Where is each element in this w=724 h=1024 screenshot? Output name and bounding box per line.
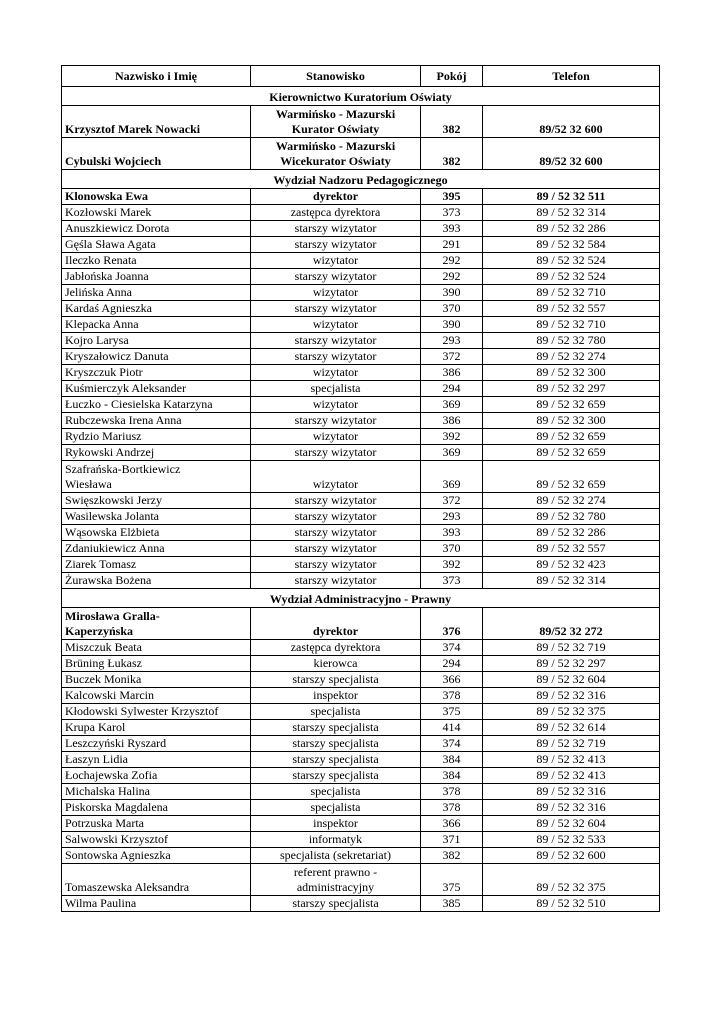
cell-name-line2: Kaperzyńska <box>65 624 134 638</box>
table-row <box>62 864 660 896</box>
table-row <box>62 461 660 493</box>
cell-name: Kardaś Agnieszka <box>62 301 251 317</box>
cell-position: starszy wizytator <box>251 413 421 429</box>
cell-name-line2: Wiesława <box>65 477 112 491</box>
cell-position: dyrektor <box>251 608 421 640</box>
cell-position-line2: administracyjny <box>296 880 375 894</box>
cell-name: Ileczko Renata <box>62 253 251 269</box>
cell-phone: 89 / 52 32 375 <box>483 704 660 720</box>
cell-name <box>62 608 251 640</box>
cell-position: starszy wizytator <box>251 349 421 365</box>
cell-name: Anuszkiewicz Dorota <box>62 221 251 237</box>
cell-phone: 89 / 52 32 314 <box>483 573 660 589</box>
header-room: Pokój <box>421 66 483 87</box>
cell-name: Kłodowski Sylwester Krzysztof <box>62 704 251 720</box>
cell-name: Wasilewska Jolanta <box>62 509 251 525</box>
cell-room: 375 <box>421 704 483 720</box>
header-position: Stanowisko <box>251 66 421 87</box>
section-title: Wydział Administracyjno - Prawny <box>62 589 660 608</box>
cell-position: starszy wizytator <box>251 301 421 317</box>
cell-phone: 89 / 52 32 659 <box>483 397 660 413</box>
section-row <box>62 170 660 189</box>
cell-room: 369 <box>421 461 483 493</box>
table-row <box>62 848 660 864</box>
table-row <box>62 317 660 333</box>
cell-name: Gęśla Sława Agata <box>62 237 251 253</box>
cell-phone: 89 / 52 32 413 <box>483 768 660 784</box>
header-name: Nazwisko i Imię <box>62 66 251 87</box>
cell-phone: 89 / 52 32 719 <box>483 640 660 656</box>
cell-position: starszy specjalista <box>251 736 421 752</box>
cell-name: Łuczko - Ciesielska Katarzyna <box>62 397 251 413</box>
cell-position: specjalista <box>251 381 421 397</box>
table-row <box>62 349 660 365</box>
cell-room: 385 <box>421 896 483 912</box>
table-row <box>62 896 660 912</box>
cell-room: 369 <box>421 397 483 413</box>
table-row <box>62 333 660 349</box>
cell-phone: 89 / 52 32 316 <box>483 800 660 816</box>
cell-room: 393 <box>421 525 483 541</box>
cell-phone: 89 / 52 32 780 <box>483 333 660 349</box>
cell-room: 366 <box>421 816 483 832</box>
cell-position: starszy specjalista <box>251 752 421 768</box>
cell-phone: 89 / 52 32 780 <box>483 509 660 525</box>
cell-name: Jabłońska Joanna <box>62 269 251 285</box>
cell-position: dyrektor <box>251 189 421 205</box>
cell-position: inspektor <box>251 816 421 832</box>
table-row <box>62 253 660 269</box>
cell-phone: 89 / 52 32 274 <box>483 493 660 509</box>
cell-position: starszy specjalista <box>251 720 421 736</box>
cell-name: Wąsowska Elżbieta <box>62 525 251 541</box>
cell-room: 382 <box>421 106 483 138</box>
cell-room: 392 <box>421 557 483 573</box>
cell-position-line1: Warmińsko - Mazurski <box>275 107 396 121</box>
cell-phone: 89 / 52 32 316 <box>483 688 660 704</box>
cell-phone: 89 / 52 32 659 <box>483 429 660 445</box>
cell-room: 382 <box>421 138 483 170</box>
cell-position: starszy wizytator <box>251 525 421 541</box>
cell-position <box>251 138 421 170</box>
section-row <box>62 589 660 608</box>
table-row <box>62 237 660 253</box>
cell-position: starszy wizytator <box>251 221 421 237</box>
cell-room: 376 <box>421 608 483 640</box>
cell-name: Rydzio Mariusz <box>62 429 251 445</box>
cell-position: starszy specjalista <box>251 896 421 912</box>
cell-room: 372 <box>421 349 483 365</box>
cell-room: 373 <box>421 573 483 589</box>
cell-name: Kuśmierczyk Aleksander <box>62 381 251 397</box>
table-row <box>62 445 660 461</box>
cell-position: informatyk <box>251 832 421 848</box>
cell-position <box>251 106 421 138</box>
cell-room: 378 <box>421 688 483 704</box>
cell-name: Salwowski Krzysztof <box>62 832 251 848</box>
cell-room: 291 <box>421 237 483 253</box>
table-row <box>62 413 660 429</box>
table-row <box>62 816 660 832</box>
cell-phone: 89 / 52 32 297 <box>483 381 660 397</box>
cell-phone: 89 / 52 32 719 <box>483 736 660 752</box>
cell-name: Buczek Monika <box>62 672 251 688</box>
cell-name-line1: Mirosława Gralla- <box>65 609 160 623</box>
table-row <box>62 736 660 752</box>
table-row <box>62 138 660 170</box>
cell-position-line1: referent prawno - <box>293 865 378 879</box>
cell-name: Rykowski Andrzej <box>62 445 251 461</box>
cell-room: 293 <box>421 333 483 349</box>
cell-phone: 89 / 52 32 604 <box>483 672 660 688</box>
cell-name: Klepacka Anna <box>62 317 251 333</box>
cell-phone: 89 / 52 32 413 <box>483 752 660 768</box>
cell-phone: 89 / 52 32 524 <box>483 253 660 269</box>
table-row <box>62 557 660 573</box>
cell-position <box>251 864 421 896</box>
cell-name: Krzysztof Marek Nowacki <box>62 106 251 138</box>
cell-room: 384 <box>421 768 483 784</box>
cell-position: wizytator <box>251 429 421 445</box>
table-row <box>62 832 660 848</box>
cell-phone: 89 / 52 32 584 <box>483 237 660 253</box>
cell-phone: 89 / 52 32 316 <box>483 784 660 800</box>
cell-room: 414 <box>421 720 483 736</box>
cell-name: Brüning Łukasz <box>62 656 251 672</box>
cell-name: Łochajewska Zofia <box>62 768 251 784</box>
cell-position: kierowca <box>251 656 421 672</box>
table-row <box>62 768 660 784</box>
cell-room: 370 <box>421 541 483 557</box>
cell-name: Cybulski Wojciech <box>62 138 251 170</box>
table-row <box>62 784 660 800</box>
cell-position: wizytator <box>251 285 421 301</box>
cell-phone: 89 / 52 32 604 <box>483 816 660 832</box>
table-row <box>62 365 660 381</box>
cell-room: 384 <box>421 752 483 768</box>
cell-phone: 89 / 52 32 286 <box>483 221 660 237</box>
table-row <box>62 573 660 589</box>
cell-room: 375 <box>421 864 483 896</box>
cell-position: starszy specjalista <box>251 768 421 784</box>
cell-room: 369 <box>421 445 483 461</box>
table-row <box>62 672 660 688</box>
cell-phone: 89 / 52 32 557 <box>483 301 660 317</box>
table-row <box>62 688 660 704</box>
section-row <box>62 87 660 106</box>
cell-room: 294 <box>421 381 483 397</box>
table-row <box>62 608 660 640</box>
table-row <box>62 106 660 138</box>
cell-position: starszy specjalista <box>251 672 421 688</box>
table-row <box>62 525 660 541</box>
table-row <box>62 381 660 397</box>
cell-phone: 89 / 52 32 524 <box>483 269 660 285</box>
cell-room: 378 <box>421 784 483 800</box>
cell-position: starszy wizytator <box>251 541 421 557</box>
cell-phone: 89 / 52 32 557 <box>483 541 660 557</box>
cell-phone: 89 / 52 32 375 <box>483 864 660 896</box>
cell-name: Krupa Karol <box>62 720 251 736</box>
cell-position: specjalista (sekretariat) <box>251 848 421 864</box>
cell-name: Zdaniukiewicz Anna <box>62 541 251 557</box>
table-row <box>62 656 660 672</box>
cell-phone: 89 / 52 32 659 <box>483 445 660 461</box>
cell-position: specjalista <box>251 704 421 720</box>
table-row <box>62 205 660 221</box>
table-row <box>62 704 660 720</box>
table-row <box>62 493 660 509</box>
cell-name: Sontowska Agnieszka <box>62 848 251 864</box>
cell-phone: 89 / 52 32 286 <box>483 525 660 541</box>
cell-phone: 89 / 52 32 274 <box>483 349 660 365</box>
cell-room: 372 <box>421 493 483 509</box>
cell-phone: 89 / 52 32 300 <box>483 413 660 429</box>
cell-room: 370 <box>421 301 483 317</box>
cell-room: 293 <box>421 509 483 525</box>
cell-name: Kalcowski Marcin <box>62 688 251 704</box>
cell-name <box>62 461 251 493</box>
cell-room: 378 <box>421 800 483 816</box>
cell-phone: 89 / 52 32 511 <box>483 189 660 205</box>
cell-room: 292 <box>421 269 483 285</box>
cell-room: 382 <box>421 848 483 864</box>
table-row <box>62 189 660 205</box>
cell-name: Miszczuk Beata <box>62 640 251 656</box>
cell-room: 386 <box>421 413 483 429</box>
cell-phone: 89 / 52 32 314 <box>483 205 660 221</box>
cell-position: starszy wizytator <box>251 493 421 509</box>
cell-phone: 89 / 52 32 533 <box>483 832 660 848</box>
cell-phone: 89/52 32 600 <box>483 106 660 138</box>
cell-name: Leszczyński Ryszard <box>62 736 251 752</box>
table-row <box>62 397 660 413</box>
cell-name: Rubczewska Irena Anna <box>62 413 251 429</box>
cell-position: starszy wizytator <box>251 509 421 525</box>
table-row <box>62 720 660 736</box>
cell-name: Żurawska Bożena <box>62 573 251 589</box>
cell-name: Jelińska Anna <box>62 285 251 301</box>
table-row <box>62 285 660 301</box>
cell-name: Ziarek Tomasz <box>62 557 251 573</box>
cell-position: zastępca dyrektora <box>251 205 421 221</box>
cell-position: starszy wizytator <box>251 445 421 461</box>
cell-name-line1: Szafrańska-Bortkiewicz <box>65 462 181 476</box>
cell-position-line2: Wicekurator Oświaty <box>280 154 391 168</box>
cell-phone: 89/52 32 272 <box>483 608 660 640</box>
cell-name: Potrzuska Marta <box>62 816 251 832</box>
table-body <box>62 87 660 912</box>
cell-position: wizytator <box>251 317 421 333</box>
table-row <box>62 269 660 285</box>
cell-name: Swięszkowski Jerzy <box>62 493 251 509</box>
cell-position-line2: Kurator Oświaty <box>291 122 380 136</box>
cell-position: starszy wizytator <box>251 573 421 589</box>
table-row <box>62 429 660 445</box>
cell-position: wizytator <box>251 253 421 269</box>
cell-phone: 89 / 52 32 300 <box>483 365 660 381</box>
cell-phone: 89/52 32 600 <box>483 138 660 170</box>
cell-position: wizytator <box>251 461 421 493</box>
header-row <box>62 66 660 87</box>
cell-position: wizytator <box>251 365 421 381</box>
cell-phone: 89 / 52 32 423 <box>483 557 660 573</box>
cell-room: 371 <box>421 832 483 848</box>
cell-phone: 89 / 52 32 297 <box>483 656 660 672</box>
cell-position: starszy wizytator <box>251 557 421 573</box>
cell-room: 292 <box>421 253 483 269</box>
cell-room: 392 <box>421 429 483 445</box>
cell-position: starszy wizytator <box>251 237 421 253</box>
cell-room: 373 <box>421 205 483 221</box>
cell-name: Kryszałowicz Danuta <box>62 349 251 365</box>
cell-room: 393 <box>421 221 483 237</box>
header-phone: Telefon <box>483 66 660 87</box>
section-title: Kierownictwo Kuratorium Oświaty <box>62 87 660 106</box>
table-row <box>62 221 660 237</box>
cell-room: 386 <box>421 365 483 381</box>
table-row <box>62 752 660 768</box>
cell-position-line1: Warmińsko - Mazurski <box>275 139 396 153</box>
cell-position: inspektor <box>251 688 421 704</box>
cell-name: Piskorska Magdalena <box>62 800 251 816</box>
cell-position: wizytator <box>251 397 421 413</box>
table-row <box>62 541 660 557</box>
table-row <box>62 640 660 656</box>
table-row <box>62 800 660 816</box>
cell-name: Michalska Halina <box>62 784 251 800</box>
cell-name: Kryszczuk Piotr <box>62 365 251 381</box>
cell-room: 374 <box>421 640 483 656</box>
section-title: Wydział Nadzoru Pedagogicznego <box>62 170 660 189</box>
cell-phone: 89 / 52 32 614 <box>483 720 660 736</box>
cell-position: zastępca dyrektora <box>251 640 421 656</box>
cell-name: Wilma Paulina <box>62 896 251 912</box>
cell-name: Tomaszewska Aleksandra <box>62 864 251 896</box>
cell-position: starszy wizytator <box>251 269 421 285</box>
cell-position: starszy wizytator <box>251 333 421 349</box>
cell-name: Łaszyn Lidia <box>62 752 251 768</box>
cell-name: Kojro Larysa <box>62 333 251 349</box>
cell-phone: 89 / 52 32 710 <box>483 285 660 301</box>
cell-position: specjalista <box>251 800 421 816</box>
contact-table <box>61 65 660 912</box>
cell-name: Klonowska Ewa <box>62 189 251 205</box>
cell-name: Kozłowski Marek <box>62 205 251 221</box>
cell-room: 366 <box>421 672 483 688</box>
cell-room: 390 <box>421 317 483 333</box>
cell-phone: 89 / 52 32 510 <box>483 896 660 912</box>
table-row <box>62 301 660 317</box>
cell-room: 374 <box>421 736 483 752</box>
cell-room: 294 <box>421 656 483 672</box>
table-row <box>62 509 660 525</box>
cell-phone: 89 / 52 32 659 <box>483 461 660 493</box>
cell-room: 395 <box>421 189 483 205</box>
cell-phone: 89 / 52 32 710 <box>483 317 660 333</box>
cell-phone: 89 / 52 32 600 <box>483 848 660 864</box>
cell-position: specjalista <box>251 784 421 800</box>
cell-room: 390 <box>421 285 483 301</box>
